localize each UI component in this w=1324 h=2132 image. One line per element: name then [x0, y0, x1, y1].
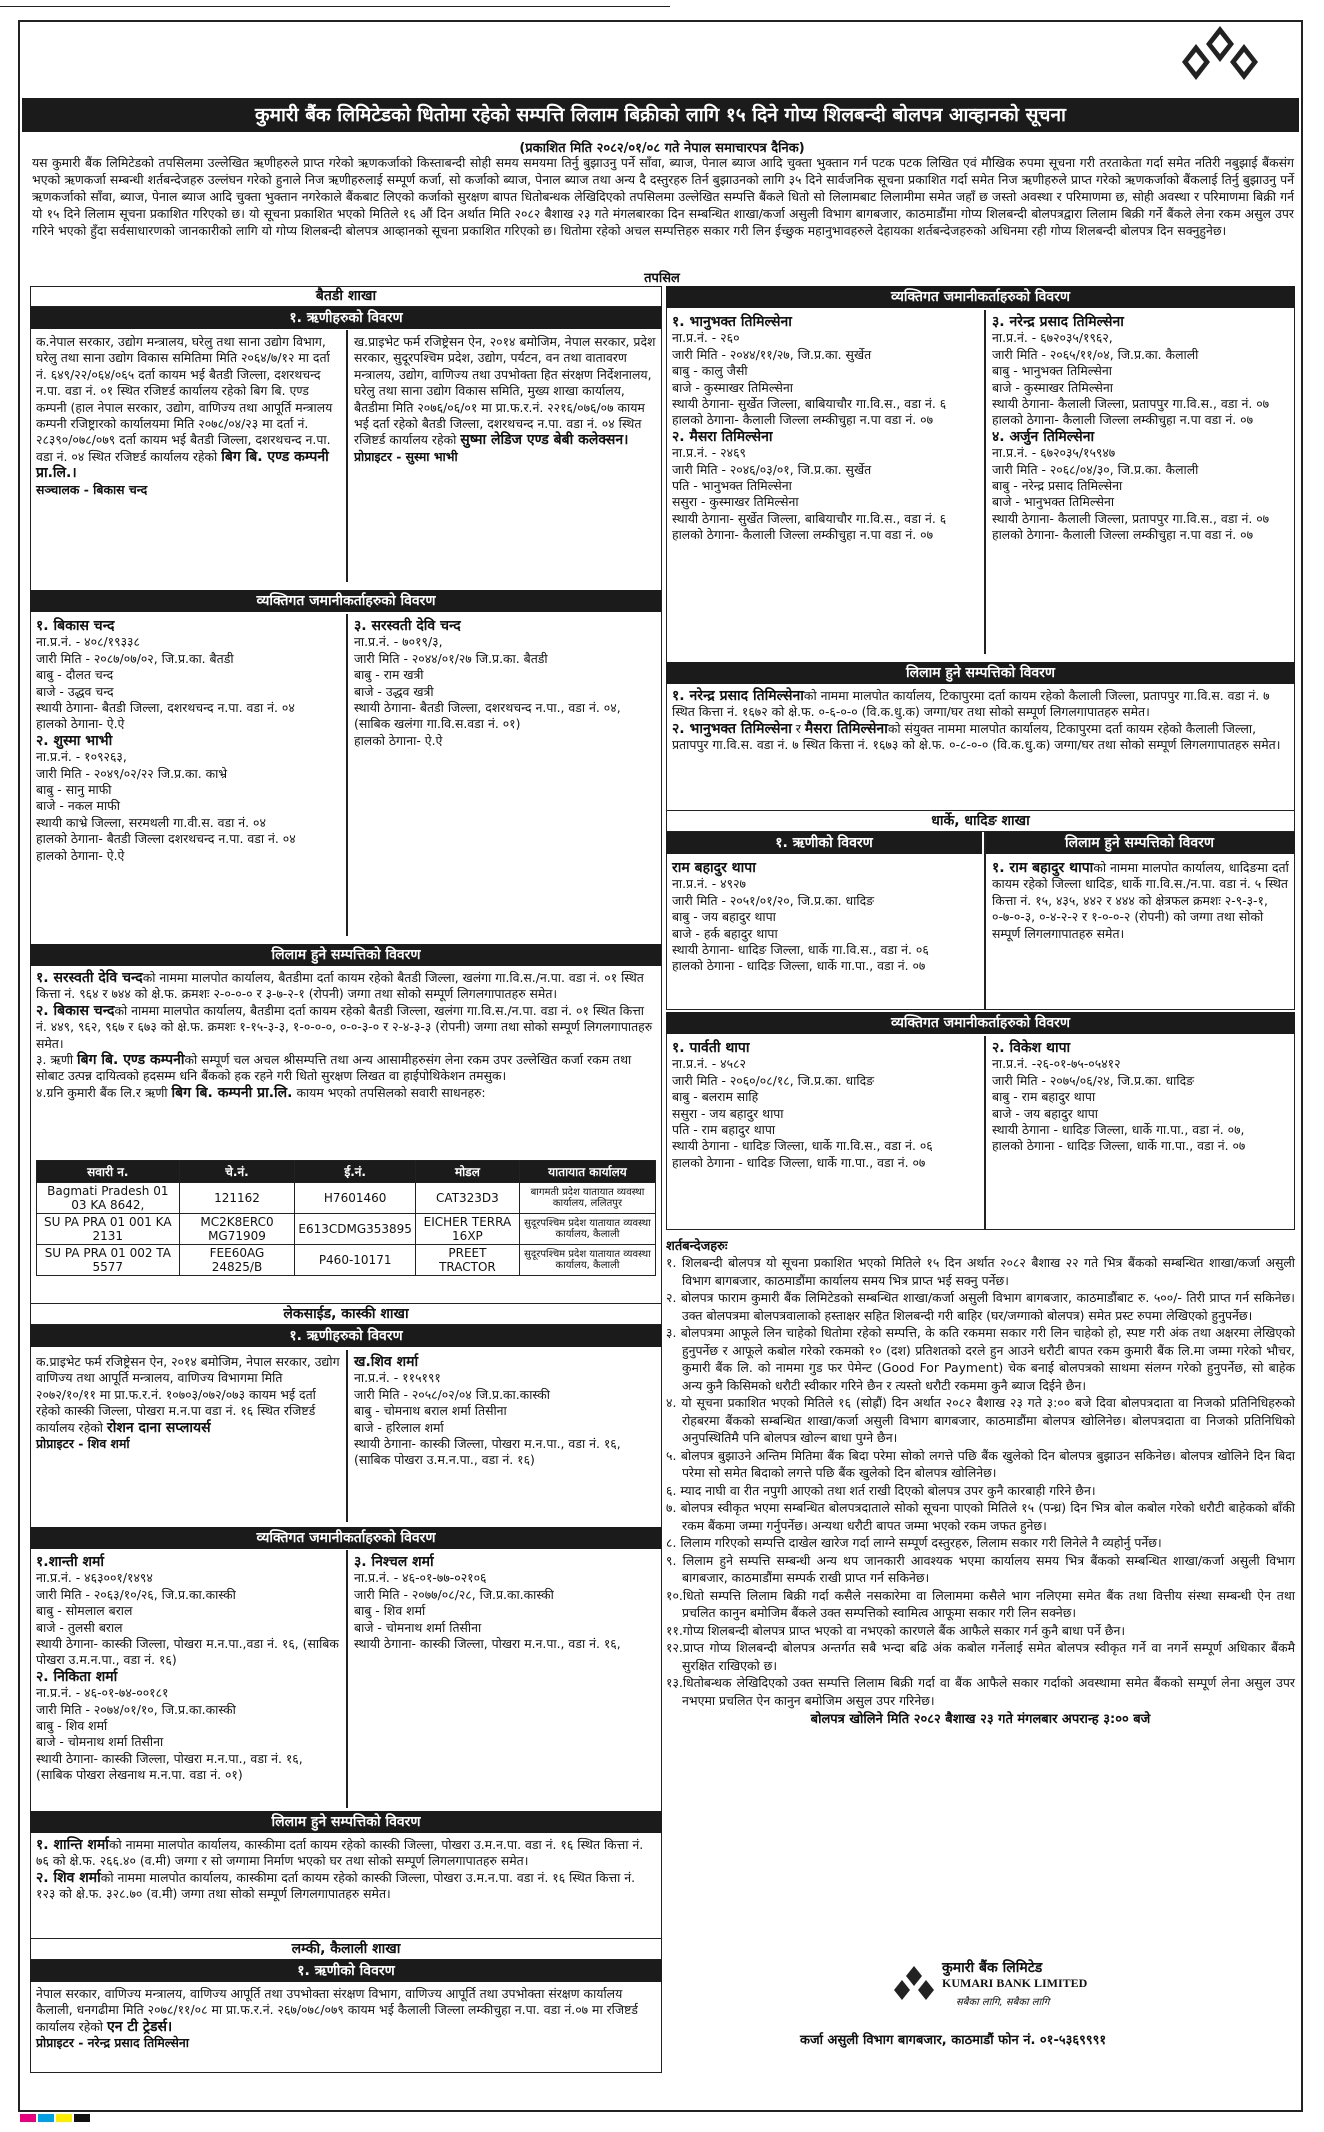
term-item: ७. बोलपत्र स्वीकृत भएमा सम्बन्धित बोलपत्रदाताले सोको सूचना पाएको मितिले १५ (पन्ध्र) दिन भित्र बोल कबोल गरेको धरौटी बाहेकको बाँकी रकम बैंकमा जम्मा गर्नुपर्नेछ। अन्यथा धरौटी बापत जम्मा भएको रकम जफत हुनेछ।: [666, 1500, 1295, 1533]
owner-name: १. राम बहादुर थापा: [992, 860, 1094, 876]
term-item: ६. म्याद नाघी वा रीत नपुगी आएको तथा शर्त राखी दिएको बोलपत्र उपर कुनै कारबाही गरिने छैन।: [666, 1482, 1096, 1498]
debtor-details: ना.प्र.नं. - ११५१९१ जारी मिति - २०५८/०२/०४ जि.प्र.का.कास्की बाबु - चोमनाथ बराल शर्मा तिसीना बाजे - हरिलाल शर्मा स्थायी ठेगाना- कास्की जिल्ला, पोखरा म.न.पा., वडा नं. १६, (साबिक पोखरा उ.म.न.पा., वडा नं. १६): [354, 1370, 621, 1468]
notice-headline: कुमारी बैंक लिमिटेडको धितोमा रहेको सम्पत्ति लिलाम बिक्रीको लागि १५ दिने गोप्य शिलबन्दी बोलपत्र आव्हानको सूचना: [22, 98, 1299, 132]
conjunction: र: [791, 720, 805, 736]
vehicle-cell: E613CDMG353895: [295, 1214, 416, 1245]
kumari-logo-icon: [1170, 22, 1270, 84]
term-item: ५. बोलपत्र बुझाउने अन्तिम मितिमा बैंक बिदा परेमा सोको लगत्ते पछि बैंक खुलेको दिन बोलपत्र बुझाउन सकिनेछ। बोलपत्र खोलिने दिन बिदा परेमा सो समेत बिदाको लगत्ते पछि बैंक खुलेको दिन बोलपत्र खोलिनेछ।: [666, 1447, 1295, 1480]
owner-name: १. शान्ति शर्मा: [36, 1837, 109, 1853]
guarantor-name: १. पार्वती थापा: [672, 1040, 750, 1056]
bank-logo-block: [890, 1958, 1120, 2018]
baitadi-guarantor-right: [348, 614, 662, 936]
debtor-proprietor: प्रोप्राइटर - नरेन्द्र प्रसाद तिमिल्सेना: [36, 2035, 189, 2051]
property-text: को सम्पूर्ण चल अचल श्रीसम्पत्ति तथा अन्य आसामीहरुसंग लेना रकम उपर उल्लेखित कर्जा रकम तथा सोबाट उत्पन्न दायित्वको हदसम्म धनि बैंकको हक रहने गरी धितो सुरक्षण लिखत वा हाईपोथिकेशन तमसुक।: [36, 1052, 632, 1084]
property-item: [672, 688, 1289, 721]
lakeside-debtor-b: [348, 1350, 662, 1522]
property-item: [36, 1870, 656, 1903]
term-item: ११.गोप्य शिलबन्दी बोलपत्र प्राप्त भएको वा नभएको कारणले बैंक आफैले सकार गर्न कुनै बाधा पर्ने छैन।: [666, 1622, 1126, 1638]
property-item: [36, 1085, 656, 1101]
dhadhing-guarantor-left: [666, 1036, 984, 1230]
vehicle-col-header: सवारी न.: [37, 1161, 180, 1183]
section-heading: १. ऋणीहरुको विवरण: [30, 307, 662, 329]
guarantor-details: ना.प्र.नं. - ४६-०१-७४-००१८१ जारी मिति - २०७४/०१/१०, जि.प्र.का.कास्की बाबु - शिव शर्मा बाजे - चोमनाथ शर्मा तिसीना स्थायी ठेगाना- कास्की जिल्ला, पोखरा म.न.पा., वडा नं. १६, (साबिक पोखरा लेखनाथ म.न.पा. वडा नं. ०१): [36, 1685, 303, 1783]
vehicle-cell: H7601460: [295, 1183, 416, 1214]
debtor-text: क.नेपाल सरकार, उद्योग मन्त्रालय, घरेलु तथा साना उद्योग विभाग, घरेलु तथा साना उद्योग विकास समितिमा मिति २०६४/७/१२ मा दर्ता नं. ६४९/२२/०६४/०६५ दर्ता कायम भई बैतडी जिल्ला, दशरथचन्द न.पा. वडा नं. ०१ स्थित रजिष्टर्ड कार्यालय रहेको बिग बि. एण्ड कम्पनी (हाल नेपाल सरकार, उद्योग, वाणिज्य तथा आपूर्ति मन्त्रालय कम्पनी रजिष्ट्रारको कार्यालयमा मिति २०७८/०४/२३ मा दर्ता नं. २८३९०/०७८/०७९ दर्ता कायम भई बैतडी जिल्ला, दशरथचन्द न.पा. वडा नं. ०४ स्थित रजिष्टर्ड कार्यालय रहेको: [36, 334, 333, 464]
owner-name: २. बिकास चन्द: [36, 1002, 115, 1019]
terms-list: [666, 1254, 1295, 1709]
debtor-name: राम बहादुर थापा: [672, 860, 756, 876]
print-swatch: [74, 2114, 90, 2122]
guarantor-details: ना.प्र.नं. - ४६३००१/१४९४ जारी मिति - २०६३/१०/२६, जि.प्र.का.कास्की बाबु - सोमलाल बराल बाजे - तुलसी बराल स्थायी ठेगाना- कास्की जिल्ला, पोखरा म.न.पा.,वडा नं. १६, (साबिक पोखरा उ.म.न.पा., वडा नं. १६): [36, 1570, 339, 1668]
guarantor-name: १. भानुभक्त तिमिल्सेना: [672, 314, 792, 330]
vehicle-cell: Bagmati Pradesh 01 03 KA 8642,: [37, 1183, 180, 1214]
guarantor-details: ना.प्र.नं. - ४५८२ जारी मिति - २०६०/०८/१८, जि.प्र.का. धादिङ बाबु - बलराम साहि ससुरा - जय बहादुर थापा पति - राम बहादुर थापा स्थायी ठेगाना - धादिङ जिल्ला, धार्के गा.वि.स., वडा नं. ०६ हालको ठेगाना - धादिङ जिल्ला, धार्के गा.पा., वडा नं. ०७: [672, 1056, 933, 1170]
debtor-director: सञ्चालक - बिकास चन्द: [36, 481, 148, 497]
vehicle-cell: P460-10171: [295, 1245, 416, 1276]
branch-title: बैतडी शाखा: [30, 286, 662, 307]
guarantor-details: ना.प्र.नं. - ६७२०३५/१५९४७ जारी मिति - २०६८/०४/३०, जि.प्र.का. कैलाली बाबु - नरेन्द्र प्रसाद तिमिल्सेना बाजे - भानुभक्त तिमिल्सेना स्थायी ठेगाना- कैलाली जिल्ला, प्रतापपुर गा.वि.स., वडा नं. ०७ हालको ठेगाना- कैलाली जिल्ला लम्कीचुहा न.पा वडा नं. ०७: [992, 445, 1270, 543]
property-item: [36, 1052, 656, 1085]
guarantor-details: ना.प्र.नं. - १०९२६३, जारी मिति - २०४९/०२/२२ जि.प्र.का. काभ्रे बाबु - सानु माफी बाजे - नकल माफी स्थायी काभ्रे जिल्ला, सरमथली गा.वी.स. वडा नं. ०४ हालको ठेगाना- बैतडी जिल्ला दशरथचन्द न.पा. वडा नं. ०४ हालको ठेगाना- ऐ.ऐ: [36, 749, 296, 863]
lakeside-guarantor-left: [30, 1550, 346, 1808]
section-heading: लिलाम हुने सम्पत्तिको विवरण: [30, 1811, 662, 1833]
debtor-text: क.प्राइभेट फर्म रजिष्ट्रेसन ऐन, २०१४ बमोजिम, नेपाल सरकार, उद्योग वाणिज्य तथा आपूर्ति मन्त्रालय, वाणिज्य विभागमा मिति २०७२/१०/११ मा प्रा.फ.र.नं. १०७०३/०७२/०७३ कायम भई दर्ता रहेको कास्की जिल्ला, पोखरा म.न.पा वडा नं. १६ स्थित रजिष्टर्ड कार्यालय रहेको: [36, 1354, 340, 1435]
property-text: को नाममा मालपोत कार्यालय, कास्कीमा दर्ता कायम रहेको कास्की जिल्ला, पोखरा उ.म.न.पा. वडा नं. १६ स्थित कित्ता नं. १२३ को क्षे.फ. ३२८.७० (व.मी) जग्गा तथा सोको सम्पूर्ण लिगलगापातहरु समेत।: [36, 1869, 636, 1902]
bank-logo-icon: [890, 1964, 938, 2008]
intro-paragraph: यस कुमारी बैंक लिमिटेडको तपसिलमा उल्लेखित ऋणीहरुले प्राप्त गरेको ऋणकर्जाको किस्ताबन्दी सोही समय समयमा तिर्नु बुझाउनु पर्ने साँवा, ब्याज, पेनाल ब्याज आदि चुक्ता भुक्तान गर्न पटक पटक लिखित एवं मौखिक रुपमा सूचना गरी तरताकेता गर्दा समेत नतिरी नबुझाई बैंकसंग भएको ऋणकर्जा सम्बन्धी शर्तबन्देजहरु उल्लंघन गरेको हुनाले निज ऋणीहरुलाई सम्पूर्ण कर्जा, सो कर्जाको ब्याज, पेनाल ब्याज तथा अन्य दै दस्तुरहरु तिर्न बुझाउनको लागि ३५ दिने सार्वजनिक सूचना प्रकाशित गर्दा समेत निज ऋणीहरुले प्राप्त गरेको ऋणकर्जाको बैंकलाई तिर्नु बुझाउनु पर्ने ऋणकर्जाको साँवा, ब्याज, पेनाल ब्याज आदि चुक्ता भुक्तान नगरेकाले बैंकबाट लिएको कर्जाको सुरक्षण बापत धितोबन्धक लेखिदिएको तपसिलमा उल्लेखित सम्पत्ति बैंकले धितो सो लिलामबाट लिलामीमा समेत जहाँ छ जस्तो अवस्था र परिमाणमा छ, सोही अवस्था र परिमाणमा बिक्री गर्न यो १५ दिने लिलाम सूचना प्रकाशित गरिएको छ। यो सूचना प्रकाशित भएको मितिले १६ औं दिन अर्थात मिति २०८२ बैशाख २३ गते मंगलबारका दिन सम्बन्धित शाखा/कर्जा असुली विभाग बागबजार, काठमाडौंमा गोप्य शिलबन्दी बोलपत्रद्वारा लिलाम बिक्री गर्ने बैंकले लेना रकम असुल उपर गरिने भएको हुँदा सर्वसाधारणको जानकारीको लागि यो गोप्य शिलबन्दी बोलपत्र आव्हानको सूचना प्रकाशित गरिएको छ। धितोमा रहेको अचल सम्पत्तिहरु सकार गरी लिन ईच्छुक महानुभावहरुले देहायका शर्तबन्देजहरुको अधिनमा रही गोप्य शिलबन्दी बोलपत्र दिन सक्नुहुनेछ।: [32, 155, 1294, 238]
guarantor-name: ३. सरस्वती देवि चन्द: [354, 618, 461, 634]
dhadhing-property: [986, 856, 1295, 1006]
debtor-text: नेपाल सरकार, वाणिज्य मन्त्रालय, वाणिज्य आपूर्ति तथा उपभोक्ता संरक्षण विभाग, वाणिज्य आपूर्ति तथा उपभोक्ता संरक्षण कार्यालय कैलाली, धनगढीमा मिति २०७८/११/०८ मा प्रा.फ.र.नं. २६७/०७८/०७९ कायम भई कैलाली जिल्ला लम्कीचुहा न.पा. वडा नं.०७ मा रजिष्टर्ड कार्यालय रहेको: [36, 1986, 638, 2034]
lakeside-guarantor-right: [348, 1550, 662, 1808]
lakeside-debtor-a: [30, 1350, 346, 1522]
guarantor-details: ना.प्र.नं. - २४६९ जारी मिति - २०४६/०३/०१, जि.प्र.का. सुर्खेत पति - भानुभक्त तिमिल्सेना ससुरा - कुस्माखर तिमिल्सेना स्थायी ठेगाना- सुर्खेत जिल्ला, बाबियाचौर गा.वि.स., वडा नं. ६ हालको ठेगाना- कैलाली जिल्ला लम्कीचुहा न.पा वडा नं. ०७: [672, 445, 947, 543]
vehicle-col-header: यातायात कार्यालय: [519, 1161, 655, 1183]
baitadi-guarantor-left: [30, 614, 346, 936]
vehicle-cell: FEE60AG 24825/B: [179, 1245, 295, 1276]
owner-name: २. भानुभक्त तिमिल्सेना: [672, 720, 792, 737]
vehicle-col-header: मोडल: [415, 1161, 519, 1183]
owner-name: १. नरेन्द्र प्रसाद तिमिल्सेना: [672, 688, 804, 704]
property-list: [666, 684, 1295, 758]
print-swatch: [38, 2114, 54, 2122]
owner-name: मैसरा तिमिल्सेना: [804, 720, 888, 737]
vehicle-cell: EICHER TERRA 16XP: [415, 1214, 519, 1245]
section-heading: १. ऋणीहरुको विवरण: [30, 1325, 662, 1347]
property-item: [672, 721, 1289, 754]
bank-name-en: KUMARI BANK LIMITED: [942, 1976, 1088, 1990]
guarantor-name: २. विकेश थापा: [992, 1040, 1071, 1056]
lamki-guarantors: [666, 286, 1295, 308]
vehicle-cell: SU PA PRA 01 002 TA 5577: [37, 1245, 180, 1276]
section-heading: व्यक्तिगत जमानीकर्ताहरुको विवरण: [30, 1527, 662, 1549]
term-item: ३. बोलपत्रमा आफूले लिन चाहेको धितोमा रहेको सम्पत्ति, के कति रकममा सकार गरी लिन चाहेको हो, स्पष्ट गरी अंक तथा अक्षरमा लेखिएको हुनुपर्नेछ र आफूले कबोल गरेको रकमको १० (दश) प्रतिशतको दरले हुन आउने धरौटी बापत रकम कुमारी बैंक लि.मा जम्मा गरेको भौचर, कुमारी बैंक लि. को नाममा गुड फर पेमेन्ट (Good For Payment) चेक बनाई बोलपत्रको साथमा संलग्न गरेको हुनुपर्नेछ, सो बाहेक अन्य कुनै किसिमको धरौटी स्वीकार गरिने छैन र त्यस्तो धरौटी रकममा कुनै ब्याज दिईने छैन।: [666, 1325, 1295, 1393]
vehicle-cell: CAT323D3: [415, 1183, 519, 1214]
owner-name: बिग बि. कम्पनी प्रा.लि.: [171, 1084, 293, 1101]
debtor-company: बिग बि. एण्ड कम्पनी प्रा.लि.।: [36, 448, 329, 482]
terms-section: [666, 1236, 1295, 1727]
baitadi-debtor-b: [348, 330, 662, 582]
property-text: को नाममा मालपोत कार्यालय, कास्कीमा दर्ता कायम रहेको कास्की जिल्ला, पोखरा उ.म.न.पा. वडा नं. १६ स्थित कित्ता नं. ७६ को क्षे.फ. २६६.४० (व.मी) जग्गा र सो जग्गामा निर्माण भएको घर तथा सोको सम्पूर्ण लिगलगापातहरु समेत।: [36, 1837, 644, 1869]
vehicle-col-header: चे.नं.: [179, 1161, 295, 1183]
vehicle-cell: PREET TRACTOR: [415, 1245, 519, 1276]
lakeside-guarantors: [30, 1527, 662, 1549]
property-item: [36, 970, 656, 1003]
owner-name: २. शिव शर्मा: [36, 1869, 101, 1886]
vehicle-cell: SU PA PRA 01 001 KA 2131: [37, 1214, 180, 1245]
guarantor-name: ३. निश्चल शर्मा: [354, 1554, 434, 1570]
lakeside-property: [30, 1811, 662, 1907]
baitadi-section: [30, 286, 662, 329]
lamki-guarantor-right: [986, 310, 1295, 654]
vehicle-cell: सुदूरपश्चिम प्रदेश यातायात व्यवस्था कार्यालय, कैलाली: [519, 1214, 655, 1245]
vehicle-row: [37, 1245, 656, 1276]
lamki-debtor: [30, 1982, 662, 2056]
property-text: को नाममा मालपोत कार्यालय, टिकापुरमा दर्ता कायम रहेको कैलाली जिल्ला, प्रतापपुर गा.वि.स. वडा नं. ७ स्थित कित्ता नं. १६७२ को क्षे.फ. ०-६-०-० (वि.क.धु.क) जग्गा/घर तथा सोको सम्पूर्ण लिगलगापातहरु समेत।: [672, 688, 1270, 720]
guarantor-details: ना.प्र.नं. -२६-०१-७५-०५४१२ जारी मिति - २०७५/०६/२४, जि.प्र.का. धादिङ बाबु - राम बहादुर थापा बाजे - जय बहादुर थापा स्थायी ठेगाना - धादिङ जिल्ला, धार्के गा.पा., वडा नं. ०७, हालको ठेगाना - धादिङ जिल्ला, धार्के गा.पा., वडा नं. ०७: [992, 1056, 1246, 1154]
debtor-firm: सुष्मा लेडिज एण्ड बेबी कलेक्सन।: [460, 432, 629, 449]
property-text: को नाममा मालपोत कार्यालय, बैतडीमा दर्ता कायम रहेको बैतडी जिल्ला, खलंगा गा.वि.स./न.पा. वडा नं. ०१ स्थित कित्ता नं. ४४९, ९६२, ९६७ र ६७३ को क्षे.फ. क्रमशः १-१५-३-३, १-०-०-०, ०-०-३-० र २-४-३-३ (रोपनी) जग्गा तथा सोको सम्पूर्ण लिगलगापातहरु समेत।: [36, 1002, 653, 1051]
lamki-guarantor-left: [666, 310, 984, 654]
term-item: ८. लिलाम गरिएको सम्पत्ति दाखेल खारेज गर्दा लाग्ने सम्पूर्ण दस्तुरहरु, लिलाम सकार गरी लिनेले नै व्यहोर्नु पर्नेछ।: [666, 1535, 1162, 1550]
term-item: १२.प्राप्त गोप्य शिलबन्दी बोलपत्र अन्तर्गत सबै भन्दा बढि अंक कबोल गर्नेलाई समेत बोलपत्र स्वीकृत गर्ने वा नगर्ने सम्पूर्ण अधिकार बैंकमै सुरक्षित राखिएको छ।: [666, 1640, 1295, 1673]
print-swatch: [56, 2114, 72, 2122]
vehicle-table-wrap: [36, 1160, 656, 1276]
debtor-proprietor: प्रोप्राइटर - शिव शर्मा: [36, 1436, 130, 1452]
section-heading: व्यक्तिगत जमानीकर्ताहरुको विवरण: [666, 1012, 1295, 1034]
guarantor-name: ३. नरेन्द्र प्रसाद तिमिल्सेना: [992, 314, 1124, 330]
debtor-firm: एन टी ट्रेडर्स।: [106, 2018, 173, 2035]
vehicle-row: [37, 1214, 656, 1245]
term-item: ९. लिलाम हुने सम्पत्ति सम्बन्धी अन्य थप जानकारी आवश्यक भएमा कार्यालय समय भित्र बैंकको सम्बन्धित शाखा/कर्जा असुली विभाग बागबजार, काठमाडौंमा सम्पर्क राखी प्राप्त गर्न सकिनेछ।: [666, 1552, 1295, 1585]
property-text: को नाममा मालपोत कार्यालय, बैतडीमा दर्ता कायम रहेको बैतडी जिल्ला, खलंगा गा.वि.स./न.पा. वडा नं. ०१ स्थित कित्ता नं. ९६४ र ७४४ को क्षे.फ. क्रमशः २-०-०-० र ३-७-२-१ (रोपनी) जग्गा तथा सोको सम्पूर्ण लिगलगापातहरु समेत।: [36, 970, 644, 1002]
property-text: कायम भएको तपसिलको सवारी साधनहरु:: [292, 1084, 486, 1100]
section-heading: व्यक्तिगत जमानीकर्ताहरुको विवरण: [666, 286, 1295, 308]
owner-name: बिग बि. एण्ड कम्पनी: [77, 1052, 185, 1069]
debtor-details: ना.प्र.नं. - ४९२७ जारी मिति - २०५१/०१/२०, जि.प्र.का. धादिङ बाबु - जय बहादुर थापा बाजे - हर्क बहादुर थापा स्थायी ठेगाना- धादिङ जिल्ला, धार्के गा.वि.स., वडा नं. ०६ हालको ठेगाना - धादिङ जिल्ला, धार्के गा.पा., वडा नं. ०७: [672, 876, 929, 974]
branch-title: लेकसाईड, कास्की शाखा: [30, 1304, 662, 1325]
owner-name: १. सरस्वती देवि चन्द: [36, 970, 143, 986]
guarantor-details: ना.प्र.नं. - ४०८/१९३३८ जारी मिति - २०८७/०७/०२, जि.प्र.का. बैतडी बाबु - दौलत चन्द बाजे - उद्धव चन्द स्थायी ठेगाना- बैतडी जिल्ला, दशरथचन्द न.पा. वडा नं. ०४ हालको ठेगाना- ऐ.ऐ: [36, 634, 295, 732]
property-prefix: ३. ऋणी: [36, 1052, 77, 1068]
guarantor-name: ४. अर्जुन तिमिल्सेना: [992, 428, 1095, 445]
guarantor-details: ना.प्र.नं. - ७०१९/३, जारी मिति - २०४४/०१/२७ जि.प्र.का. बैतडी बाबु - राम खत्री बाजे - उद्धव खत्री स्थायी ठेगाना- बैतडी जिल्ला, दशरथचन्द न.पा., वडा नं. ०४, (साबिक खलंगा गा.वि.स.वडा नं. ०१) हालको ठेगाना- ऐ.ऐ: [354, 634, 621, 748]
lakeside-section: [30, 1303, 662, 1347]
guarantor-details: ना.प्र.नं. - ४६-०१-७७-०२१०६ जारी मिति - २०७७/०८/२८, जि.प्र.का.कास्की बाबु - शिव शर्मा बाजे - चोमनाथ शर्मा तिसीना स्थायी ठेगाना- कास्की जिल्ला, पोखरा म.न.पा., वडा नं. १६,: [354, 1570, 621, 1652]
section-heading: व्यक्तिगत जमानीकर्ताहरुको विवरण: [30, 590, 662, 612]
debtor-proprietor: प्रोप्राइटर - सुस्मा भाभी: [354, 448, 458, 464]
term-item: १३.धितोबन्धक लेखिदिएको उक्त सम्पत्ति लिलाम बिक्री गर्दा वा बैंक आफैले सकार गर्दाको अवस्थामा समेत बैंकको सम्पूर्ण लेना असुल उपर नभएमा प्रचलित ऐन कानुन बमोजिम असुल उपर गरिनेछ।: [666, 1675, 1295, 1708]
baitadi-debtor-a: [30, 330, 346, 582]
print-swatch: [20, 2114, 36, 2122]
term-item: १. शिलबन्दी बोलपत्र यो सूचना प्रकाशित भएको मितिले १५ दिन अर्थात २०८२ बैशाख २२ गते भित्र बैंकको सम्बन्धित शाखा/कर्जा असुली विभाग बागबजार, काठमाडौंमा कार्यालय समय भित्र प्राप्त भई सक्नु पर्नेछ।: [666, 1255, 1295, 1288]
vehicle-cell: MC2K8ERC0 MG71909: [179, 1214, 295, 1245]
section-heading: लिलाम हुने सम्पत्तिको विवरण: [984, 832, 1295, 854]
property-text: को नाममा मालपोत कार्यालय, धादिङमा दर्ता कायम रहेको जिल्ला धादिङ, धार्के गा.वि.स./न.पा. वडा नं. ५ स्थित कित्ता नं. १५, ४३५, ४४२ र ४४४ को क्षेत्रफल क्रमशः २-९-३-१, ०-७-०-३, ०-४-२-२ र १-०-०-२ (रोपनी) को जग्गा तथा सोको सम्पूर्ण लिगलगापातहरु समेत।: [992, 860, 1289, 941]
branch-title: धार्के, धादिङ शाखा: [666, 811, 1295, 832]
guarantor-name: २. शुस्मा भाभी: [36, 732, 113, 749]
section-heading: लिलाम हुने सम्पत्तिको विवरण: [666, 662, 1295, 684]
vehicle-row: [37, 1183, 656, 1214]
baitadi-property: [30, 944, 662, 1105]
vehicle-table: [36, 1160, 656, 1276]
lamki-property: [666, 662, 1295, 758]
guarantor-details: ना.प्र.नं. - ६७२०३५/१९६२, जारी मिति - २०६५/११/०४, जि.प्र.का. कैलाली बाबु - भानुभक्त तिमिल्सेना बाजे - कुस्माखर तिमिल्सेना स्थायी ठेगाना- कैलाली जिल्ला, प्रतापपुर गा.वि.स., वडा नं. ०७ हालको ठेगाना- कैलाली जिल्ला लम्कीचुहा न.पा वडा नं. ०७: [992, 330, 1270, 428]
section-heading: १. ऋणीको विवरण: [30, 1960, 662, 1982]
publication-date: (प्रकाशित मिति २०८२/०१/०८ गते नेपाल समाचारपत्र दैनिक): [519, 141, 805, 156]
guarantor-name: १.शान्ती शर्मा: [36, 1554, 105, 1570]
term-item: १०.धितो सम्पत्ति लिलाम बिक्री गर्दा कसैले नसकारेमा वा लिलाममा कसैले भाग नलिएमा समेत बैंक तथा वित्तीय संस्था सम्बन्धी ऐन तथा प्रचलित कानुन बमोजिम बैंकले उक्त सम्पत्तिको स्वामित्व आफूमा सकार गरी लिन सक्नेछ।: [666, 1587, 1295, 1620]
debtor-firm: रोशन दाना सप्लायर्स: [106, 1419, 211, 1436]
dhadhing-section: [666, 810, 1295, 832]
baitadi-guarantors: [30, 590, 662, 612]
property-item: [36, 1003, 656, 1052]
property-item: [36, 1837, 656, 1870]
opening-date: बोलपत्र खोलिने मिति २०८२ बैशाख २३ गते मंगलबार अपरान्ह ३:०० बजे: [810, 1712, 1151, 1727]
debtor-name: ख.शिव शर्मा: [354, 1354, 419, 1370]
vehicle-col-header: ई.नं.: [295, 1161, 416, 1183]
lamki-section: [30, 1938, 662, 2056]
guarantor-name: २. मैसरा तिमिल्सेना: [672, 428, 773, 445]
dhadhing-debtor: [666, 856, 984, 1006]
terms-heading: शर्तबन्देजहरुः: [666, 1239, 728, 1254]
branch-title: लम्की, कैलाली शाखा: [30, 1939, 662, 1960]
term-item: ४. यो सूचना प्रकाशित भएको मितिले १६ (सोह्रौं) दिन अर्थात २०८२ बैशाख २३ गते ३:०० बजे दिवा बोलपत्रदाता वा निजको प्रतिनिधिहरुको रोहबरमा बैंकको सम्बन्धित शाखा/कर्जा असुली विभाग बागबजार, काठमाडौंमा बोलपत्र खोलिनेछ। बोलपत्रदाता वा निजको प्रतिनिधिको अनुपस्थितिमै पनि बोलपत्र खोल्न बाधा पुग्ने छैन।: [666, 1395, 1295, 1445]
term-item: २. बोलपत्र फाराम कुमारी बैंक लिमिटेडको सम्बन्धित शाखा/कर्जा असुली विभाग बागबजार, काठमाडौंबाट रु. ५००/- तिरी प्राप्त गर्न सकिनेछ। उक्त बोलपत्रमा बोलपत्रवालाको हस्ताक्षर सहित शिलबन्दी गरी बाहिर (घर/जग्गाको बोलपत्र) समेत प्रस्ट रुपमा लेखिएको हुनुपर्नेछ।: [666, 1290, 1295, 1323]
debtor-text: ख.प्राइभेट फर्म रजिष्ट्रेसन ऐन, २०१४ बमोजिम, नेपाल सरकार, प्रदेश सरकार, सुदूरपश्चिम प्रदेश, उद्योग, पर्यटन, वन तथा वातावरण मन्त्रालय, उद्योग, वाणिज्य तथा उपभोक्ता हित संरक्षण निर्देशनालय, घरेलु तथा साना उद्योग विकास समिति, मुख्य शाखा कार्यालय, बैतडीमा मिति २०७६/०६/०१ मा प्रा.फ.र.नं. २२१६/०७६/०७ कायम भई दर्ता रहेको बैतडी जिल्ला, दशरथचन्द न.पा. वडा नं. ०४ स्थित रजिष्टर्ड कार्यालय रहेको: [354, 334, 656, 448]
bank-name-np: कुमारी बैंक लिमिटेड: [942, 1960, 1043, 1976]
dhadhing-guarantor-right: [986, 1036, 1295, 1230]
guarantor-name: १. बिकास चन्द: [36, 618, 115, 634]
vehicle-cell: बागमती प्रदेश यातायात व्यवस्था कार्यालय, ललितपुर: [519, 1183, 655, 1214]
vehicle-cell: सुदूरपश्चिम प्रदेश यातायात व्यवस्था कार्यालय, कैलाली: [519, 1245, 655, 1276]
property-text: को संयुक्त नाममा मालपोत कार्यालय, टिकापुरमा दर्ता कायम रहेको कैलाली जिल्ला, प्रतापपुर गा.वि.स. वडा नं. ७ स्थित कित्ता नं. १६७३ को क्षे.फ. ०-८-०-० (वि.क.धु.क) जग्गा/घर तथा सोको सम्पूर्ण लिगलगापातहरु समेत।: [672, 720, 1281, 753]
property-list: [30, 1833, 662, 1907]
property-list: [30, 966, 662, 1105]
property-prefix: ४.ग्रनि कुमारी बैंक लि.र ऋणी: [36, 1084, 172, 1100]
bank-tagline: सबैका लागि, सबैका लागि: [956, 1997, 1050, 2008]
footer-address: कर्जा असुली विभाग बागबजार, काठमाडौं फोन नं. ०१-५३६९९९१: [800, 2033, 1107, 2048]
tapsil-heading: तपसिल: [644, 271, 680, 286]
vehicle-cell: 121162: [179, 1183, 295, 1214]
section-heading: लिलाम हुने सम्पत्तिको विवरण: [30, 944, 662, 966]
top-rule: [0, 0, 670, 7]
guarantor-name: २. निकिता शर्मा: [36, 1668, 118, 1685]
guarantor-details: ना.प्र.नं. - २६० जारी मिति - २०४४/११/२७, जि.प्र.का. सुर्खेत बाबु - कालु जैसी बाजे - कुस्माखर तिमिल्सेना स्थायी ठेगाना- सुर्खेत जिल्ला, बाबियाचौर गा.वि.स., वडा नं. ६ हालको ठेगाना- कैलाली जिल्ला लम्कीचुहा न.पा वडा नं. ०७: [672, 330, 947, 428]
section-heading: १. ऋणीको विवरण: [666, 832, 982, 854]
